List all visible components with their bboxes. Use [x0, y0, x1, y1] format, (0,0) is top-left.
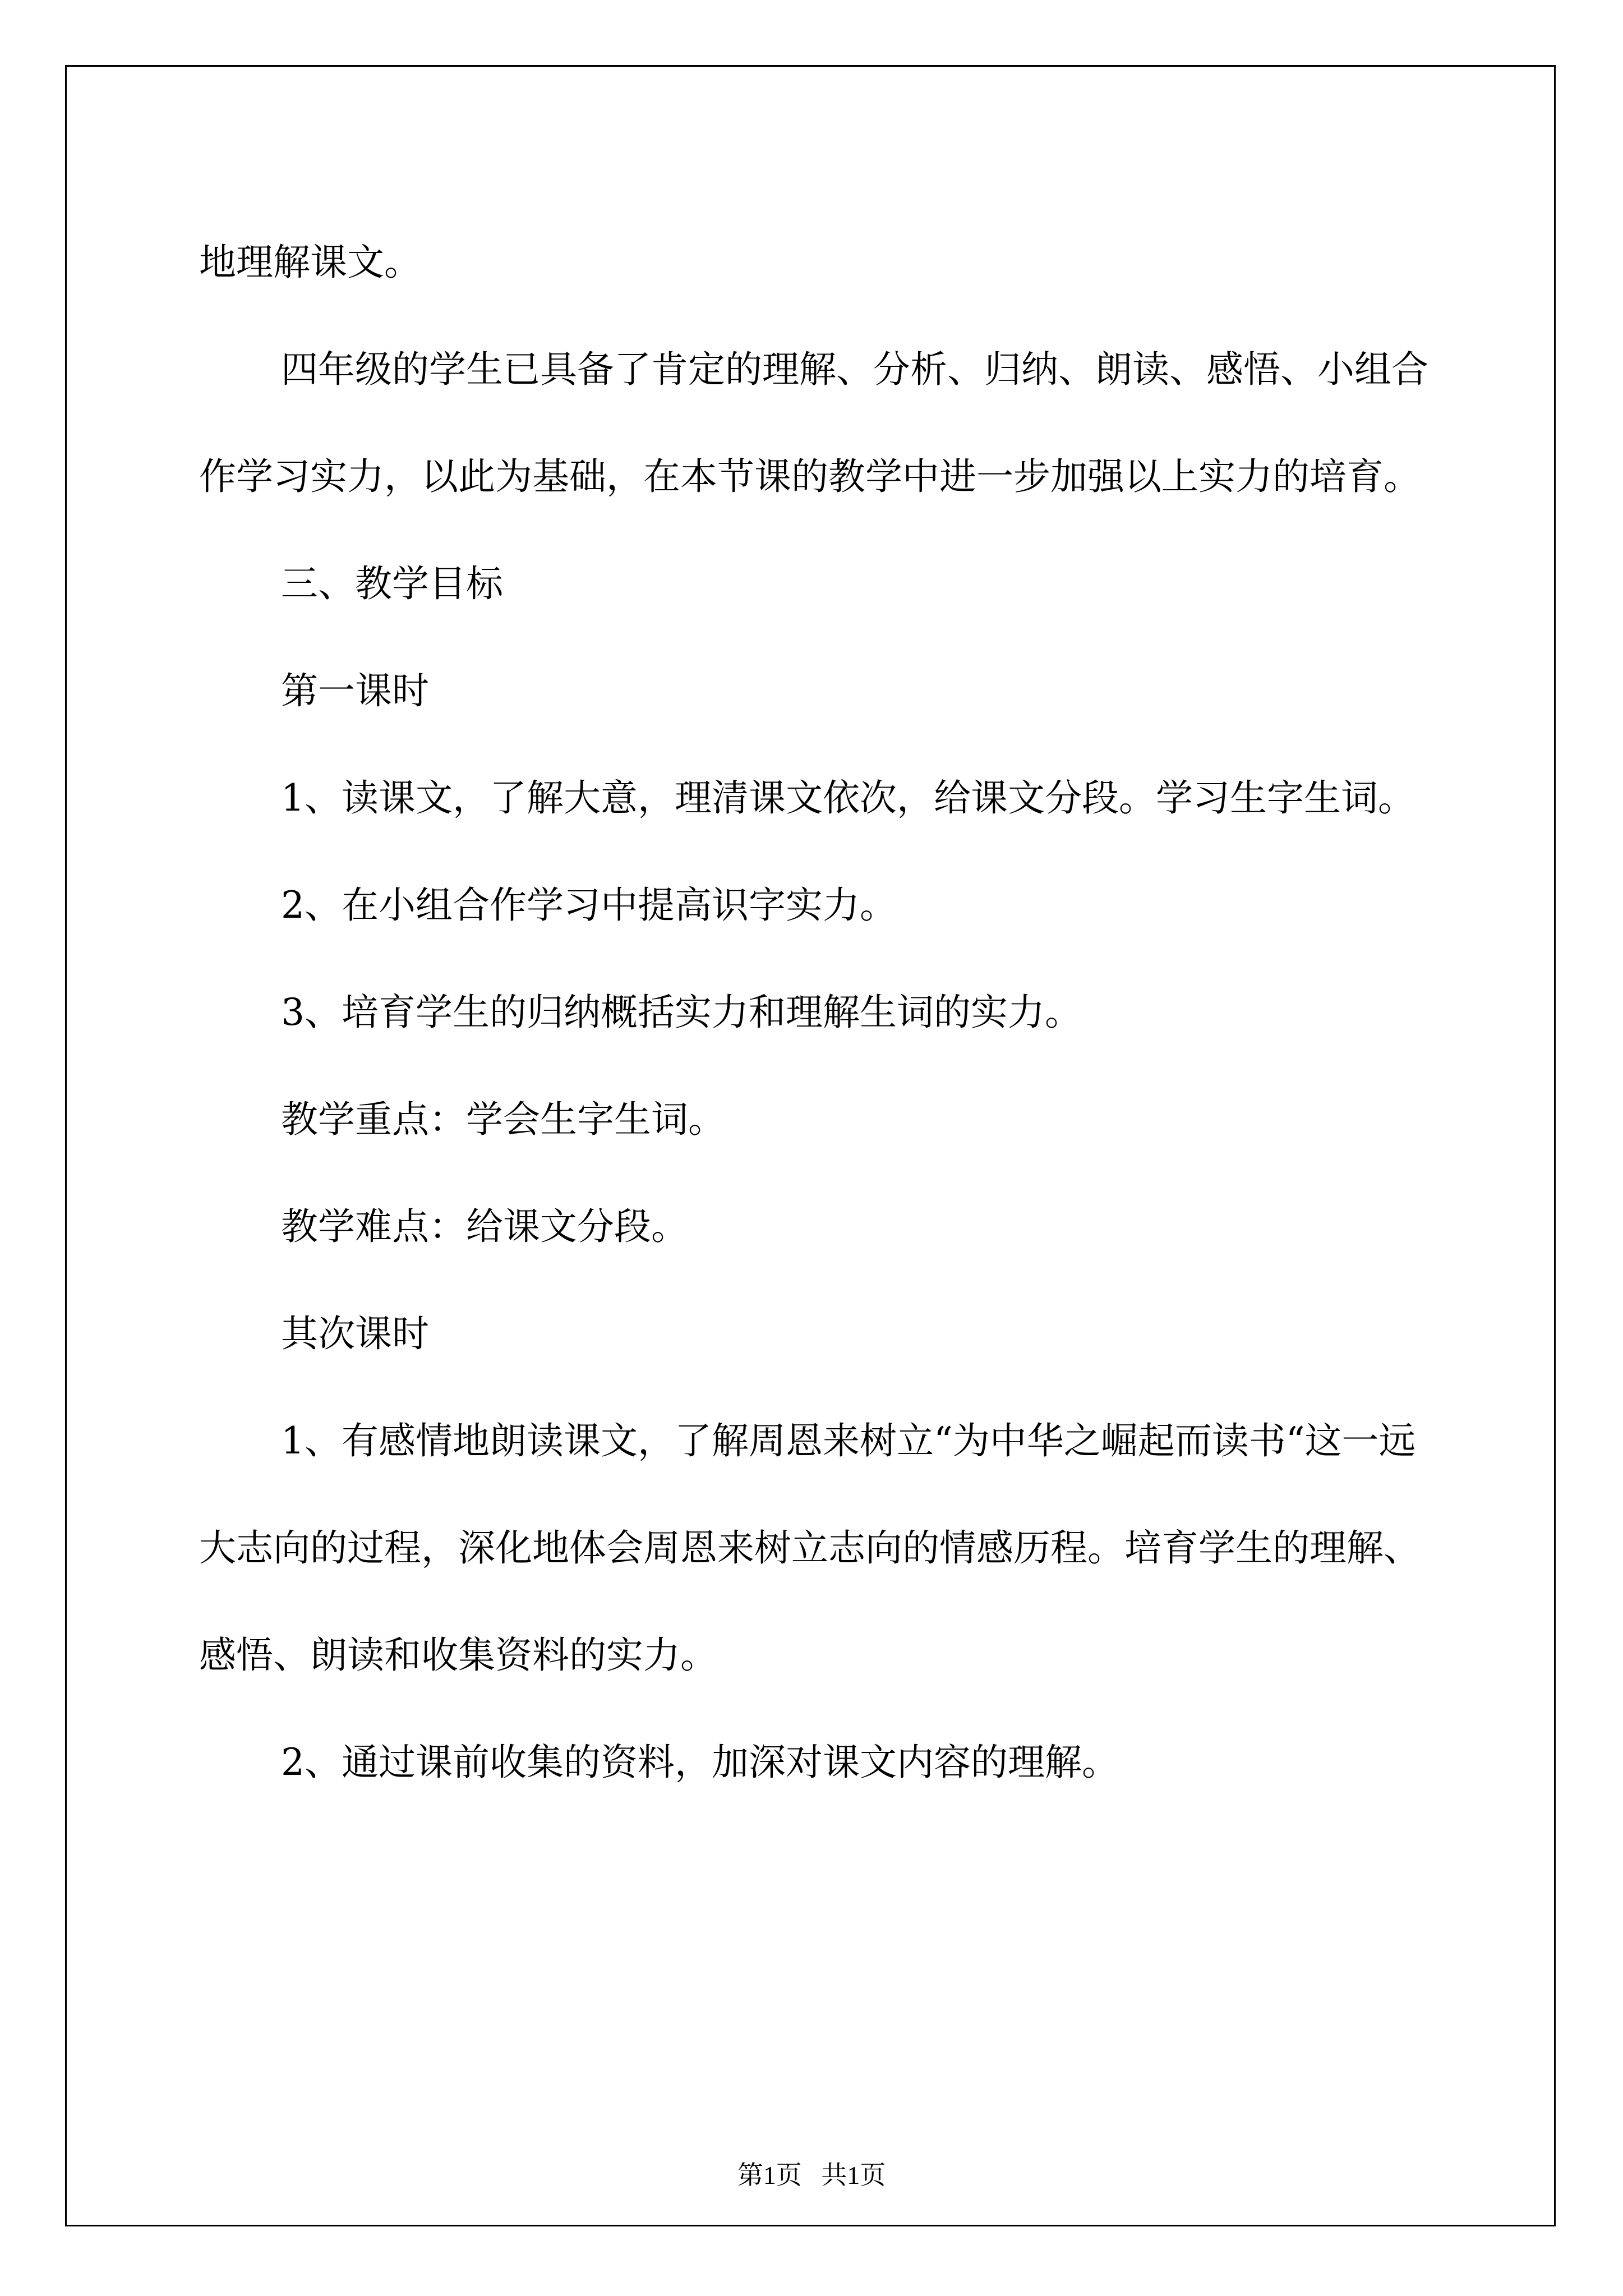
teaching-key-point: 教学重点：学会生字生词。: [281, 1098, 725, 1141]
goal-item-2: 2、在小组合作学习中提高识字实力。: [281, 884, 897, 927]
page-footer: [0, 2159, 1623, 2192]
paragraph-student-ability: 四年级的学生已具备了肯定的理解、分析、归纳、朗读、感悟、小组合作学习实力，以此为基础，在本节课的教学中进一步加强以上实力的培育。: [199, 348, 1428, 498]
page-number: 第1页: [737, 2161, 802, 2189]
subheading-second-lesson: 其次课时: [281, 1312, 429, 1355]
section-heading-teaching-goals: 三、教学目标: [281, 562, 503, 605]
paragraph-continuation: 地理解课文。: [199, 241, 421, 284]
page-total: 共1页: [821, 2161, 886, 2189]
document-body: [199, 209, 1430, 1816]
goal-item-3: 3、培育学生的归纳概括实力和理解生词的实力。: [281, 991, 1082, 1034]
subheading-first-lesson: 第一课时: [281, 669, 429, 712]
second-goal-item-2: 2、通过课前收集的资料，加深对课文内容的理解。: [281, 1741, 1119, 1784]
second-goal-item-1: 1、有感情地朗读课文，了解周恩来树立“为中华之崛起而读书“这一远大志向的过程，深化地体会周恩来树立志向的情感历程。培育学生的理解、感悟、朗读和收集资料的实力。: [199, 1419, 1421, 1677]
goal-item-1: 1、读课文，了解大意，理清课文依次，给课文分段。学习生字生词。: [281, 776, 1415, 820]
teaching-difficulty: 教学难点：给课文分段。: [281, 1205, 688, 1248]
